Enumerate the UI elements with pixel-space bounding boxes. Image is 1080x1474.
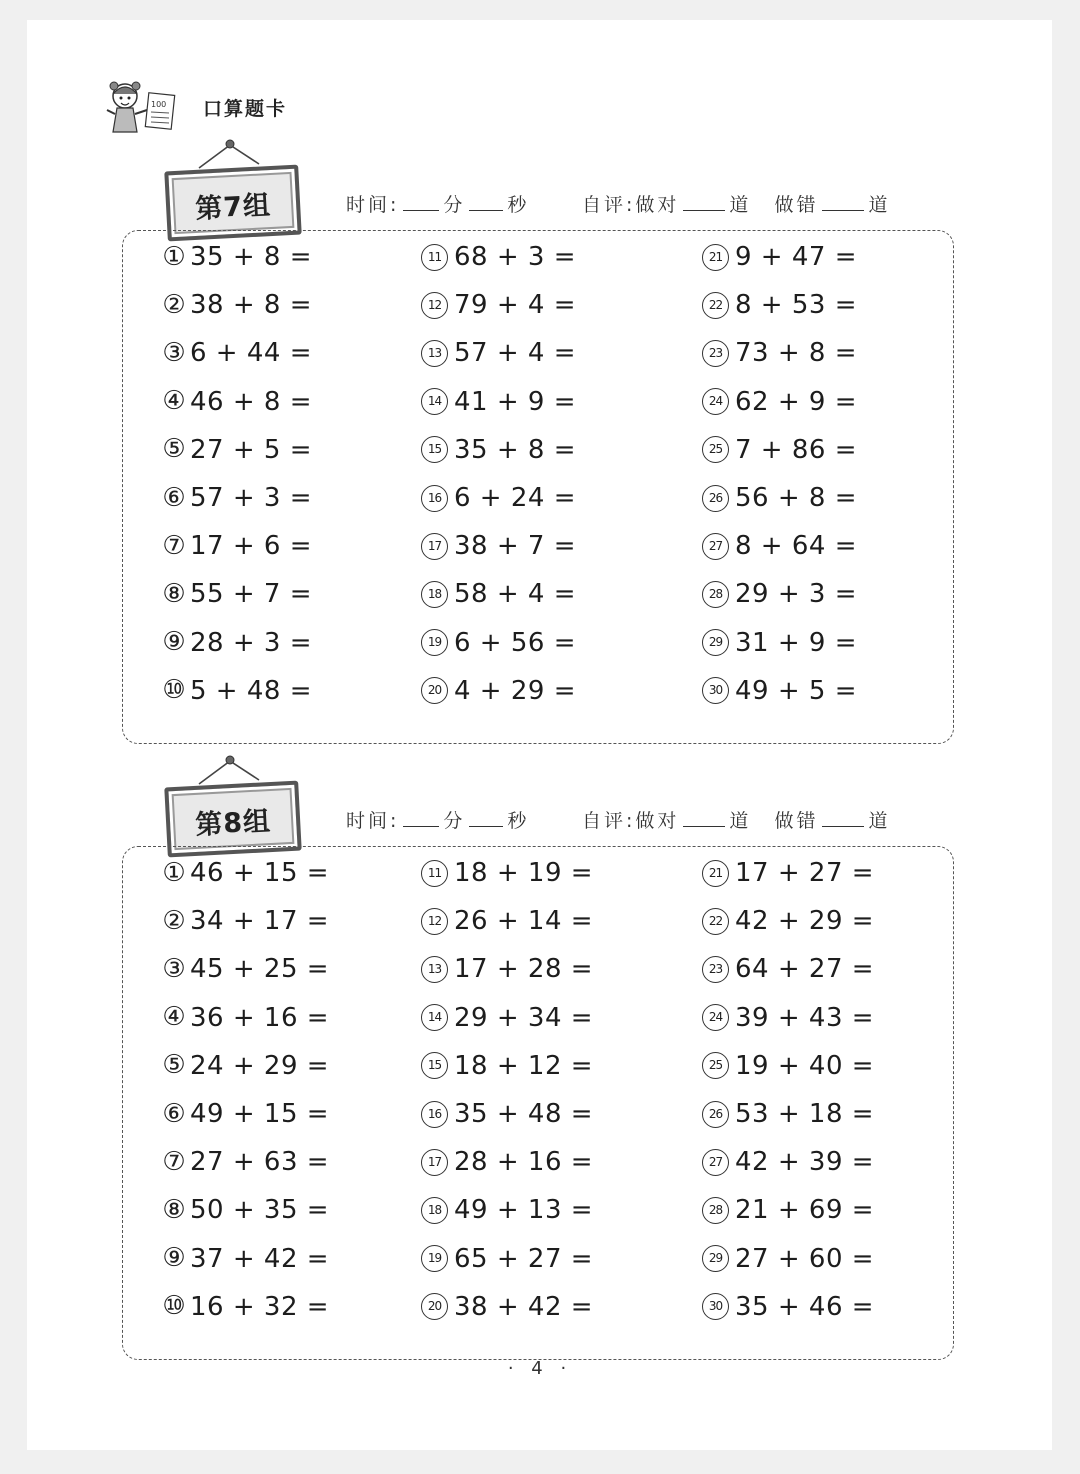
group-label: 第7组 — [194, 190, 272, 225]
problem-expression: 4 + 29 = — [454, 675, 576, 706]
problem-item — [702, 1292, 874, 1332]
problem-number: ④ — [162, 386, 186, 417]
problem-expression: 9 + 47 = — [735, 242, 857, 272]
sign-hanger-icon — [195, 754, 265, 786]
time-label: 时间: — [346, 194, 400, 216]
items-label: 道 — [729, 194, 752, 216]
problem-number: ⑧ — [162, 1194, 186, 1225]
problem-item — [421, 338, 576, 378]
problem-expression: 17 + 28 = — [454, 954, 594, 985]
problem-item — [702, 1099, 874, 1139]
problem-expression: 64 + 27 = — [735, 954, 875, 985]
problem-number: ⑨ — [162, 1243, 186, 1274]
problem-expression: 42 + 29 = — [735, 906, 875, 937]
problem-number: ⑩ — [162, 675, 186, 706]
problem-expression: 38 + 42 = — [454, 1291, 594, 1322]
problem-number: 14 — [421, 388, 448, 415]
problem-item — [421, 531, 576, 571]
problem-expression: 45 + 25 = — [190, 954, 330, 985]
problem-item — [702, 338, 857, 378]
problem-expression: 6 + 56 = — [454, 627, 576, 658]
problem-expression: 6 + 24 = — [454, 483, 576, 513]
problem-expression: 19 + 40 = — [735, 1050, 875, 1081]
problem-item — [702, 1244, 874, 1284]
problem-item — [160, 1099, 329, 1139]
time-label: 时间: — [346, 810, 400, 832]
self-eval-meta — [582, 806, 891, 833]
problem-item — [160, 1244, 329, 1284]
problem-expression: 8 + 53 = — [735, 290, 857, 321]
problem-number: 29 — [702, 629, 729, 656]
problem-item — [421, 387, 576, 427]
problem-item — [702, 1003, 874, 1043]
time-meta — [346, 190, 529, 217]
problem-expression: 62 + 9 = — [735, 386, 857, 417]
problem-number: 29 — [702, 1245, 729, 1272]
problem-item — [702, 1051, 874, 1091]
problem-number: 26 — [702, 485, 729, 512]
problem-number: 17 — [421, 1149, 448, 1176]
problem-number: 30 — [702, 1293, 729, 1320]
group-label: 第8组 — [194, 806, 272, 841]
correct-count-blank[interactable] — [683, 808, 725, 827]
problem-number: 15 — [421, 436, 448, 463]
problem-item — [160, 954, 329, 994]
problem-item — [702, 676, 857, 716]
problem-item — [421, 906, 593, 946]
problem-number: 15 — [421, 1052, 448, 1079]
problem-expression: 7 + 86 = — [735, 434, 857, 465]
self-eval-label: 自评:做对 — [582, 810, 680, 832]
problem-number: ⑩ — [162, 1291, 186, 1322]
problem-number: 25 — [702, 436, 729, 463]
problem-expression: 35 + 8 = — [190, 242, 312, 272]
mascot-paper-text: 100 — [151, 100, 167, 109]
problem-number: 27 — [702, 1149, 729, 1176]
problem-item — [702, 579, 857, 619]
problem-expression: 41 + 9 = — [454, 386, 576, 417]
problem-number: ⑥ — [162, 482, 186, 513]
problem-number: ② — [162, 289, 186, 320]
problem-number: ③ — [162, 953, 186, 984]
problem-number: ① — [162, 241, 186, 272]
problem-expression: 18 + 12 = — [454, 1050, 594, 1081]
problem-number: 11 — [421, 860, 448, 887]
problem-expression: 38 + 8 = — [190, 290, 312, 321]
girl-holding-paper-icon — [105, 80, 177, 140]
problem-expression: 27 + 60 = — [735, 1243, 875, 1274]
problem-item — [702, 290, 857, 330]
problem-item — [421, 676, 576, 716]
problem-expression: 46 + 8 = — [190, 386, 312, 417]
problem-number: 19 — [421, 1245, 448, 1272]
problem-number: 25 — [702, 1052, 729, 1079]
problem-expression: 49 + 13 = — [454, 1195, 594, 1226]
problem-item — [421, 435, 576, 475]
items2-label: 道 — [868, 810, 891, 832]
problem-number: 20 — [421, 677, 448, 704]
problem-expression: 35 + 46 = — [735, 1291, 875, 1322]
problem-expression: 26 + 14 = — [454, 906, 594, 937]
problem-item — [160, 1051, 329, 1091]
problem-item — [421, 1003, 593, 1043]
problem-expression: 58 + 4 = — [454, 579, 576, 610]
problem-expression: 57 + 3 = — [190, 483, 312, 513]
problem-number: 19 — [421, 629, 448, 656]
problem-expression: 39 + 43 = — [735, 1002, 875, 1033]
problem-number: 12 — [421, 292, 448, 319]
problem-item — [421, 628, 576, 668]
problem-number: 26 — [702, 1101, 729, 1128]
problem-number: 30 — [702, 677, 729, 704]
problem-number: 18 — [421, 581, 448, 608]
problem-expression: 49 + 15 = — [190, 1099, 330, 1129]
problem-expression: 73 + 8 = — [735, 338, 857, 369]
problem-number: 27 — [702, 533, 729, 560]
minutes-label: 分 — [443, 194, 466, 216]
problem-expression: 24 + 29 = — [190, 1050, 330, 1081]
problem-item — [702, 628, 857, 668]
problem-item — [421, 1051, 593, 1091]
problem-number: ③ — [162, 337, 186, 368]
problem-expression: 18 + 19 = — [454, 858, 594, 888]
problem-item — [160, 1292, 329, 1332]
problem-number: 13 — [421, 340, 448, 367]
problem-number: 16 — [421, 1101, 448, 1128]
problem-expression: 50 + 35 = — [190, 1195, 330, 1226]
problem-item — [421, 579, 576, 619]
problem-item — [702, 906, 874, 946]
page-title: 口算题卡 — [203, 98, 288, 120]
problem-item — [160, 1003, 329, 1043]
wrong-count-blank[interactable] — [822, 192, 864, 211]
page-number: · 4 · — [507, 1358, 573, 1379]
problem-number: 12 — [421, 908, 448, 935]
problem-item — [160, 338, 312, 378]
problem-expression: 38 + 7 = — [454, 531, 576, 562]
problem-expression: 65 + 27 = — [454, 1243, 594, 1274]
problem-item — [160, 531, 312, 571]
problem-expression: 35 + 48 = — [454, 1099, 594, 1129]
problem-item — [702, 242, 857, 282]
problem-number: ⑥ — [162, 1098, 186, 1129]
problem-number: ⑤ — [162, 434, 186, 465]
problem-expression: 17 + 27 = — [735, 858, 875, 888]
problem-item — [160, 858, 329, 898]
minutes-label: 分 — [443, 810, 466, 832]
problem-number: 14 — [421, 1004, 448, 1031]
problem-expression: 42 + 39 = — [735, 1147, 875, 1178]
problem-item — [421, 290, 576, 330]
problem-item — [160, 1147, 329, 1187]
problem-item — [160, 906, 329, 946]
problem-item — [160, 579, 312, 619]
problem-expression: 8 + 64 = — [735, 531, 857, 562]
problem-expression: 79 + 4 = — [454, 290, 576, 321]
problem-expression: 49 + 5 = — [735, 675, 857, 706]
problem-expression: 27 + 5 = — [190, 434, 312, 465]
problem-expression: 34 + 17 = — [190, 906, 330, 937]
problem-item — [160, 1195, 329, 1235]
problem-item — [702, 387, 857, 427]
problem-number: 11 — [421, 244, 448, 271]
problem-number: 16 — [421, 485, 448, 512]
problem-number: ④ — [162, 1002, 186, 1033]
problem-number: ⑨ — [162, 627, 186, 658]
problem-item — [702, 483, 857, 523]
problem-item — [160, 387, 312, 427]
problem-expression: 29 + 34 = — [454, 1002, 594, 1033]
problem-expression: 31 + 9 = — [735, 627, 857, 658]
problem-expression: 56 + 8 = — [735, 483, 857, 513]
problem-item — [160, 676, 312, 716]
problem-item — [421, 1147, 593, 1187]
minutes-blank[interactable] — [403, 808, 439, 827]
problem-item — [160, 242, 312, 282]
problem-item — [421, 954, 593, 994]
problem-expression: 17 + 6 = — [190, 531, 312, 562]
problem-expression: 21 + 69 = — [735, 1195, 875, 1226]
problem-expression: 29 + 3 = — [735, 579, 857, 610]
problem-expression: 6 + 44 = — [190, 338, 312, 369]
problem-item — [421, 1195, 593, 1235]
problem-item — [702, 531, 857, 571]
problem-number: 18 — [421, 1197, 448, 1224]
seconds-blank[interactable] — [469, 808, 503, 827]
problem-number: 23 — [702, 340, 729, 367]
problem-item — [421, 483, 576, 523]
problem-number: 21 — [702, 860, 729, 887]
problem-number: 28 — [702, 581, 729, 608]
self-eval-meta — [582, 190, 891, 217]
problem-item — [702, 1195, 874, 1235]
wrong-count-blank[interactable] — [822, 808, 864, 827]
problem-number: ⑧ — [162, 578, 186, 609]
problem-item — [421, 1292, 593, 1332]
correct-count-blank[interactable] — [683, 192, 725, 211]
problem-item — [702, 435, 857, 475]
problem-item — [421, 1099, 593, 1139]
problem-expression: 5 + 48 = — [190, 675, 312, 706]
problem-expression: 28 + 3 = — [190, 627, 312, 658]
problem-item — [421, 858, 593, 898]
time-meta — [346, 806, 529, 833]
problem-item — [160, 435, 312, 475]
problem-item — [421, 1244, 593, 1284]
problem-number: 22 — [702, 908, 729, 935]
problem-expression: 53 + 18 = — [735, 1099, 875, 1129]
wrong-label: 做错 — [774, 810, 819, 832]
wrong-label: 做错 — [774, 194, 819, 216]
problem-expression: 68 + 3 = — [454, 242, 576, 272]
problem-item — [160, 483, 312, 523]
problem-number: 13 — [421, 956, 448, 983]
problem-number: 28 — [702, 1197, 729, 1224]
problem-number: ② — [162, 905, 186, 936]
problem-number: 20 — [421, 1293, 448, 1320]
problem-expression: 37 + 42 = — [190, 1243, 330, 1274]
minutes-blank[interactable] — [403, 192, 439, 211]
sign-hanger-icon — [195, 138, 265, 170]
problem-expression: 55 + 7 = — [190, 579, 312, 610]
problem-number: 17 — [421, 533, 448, 560]
problem-expression: 27 + 63 = — [190, 1147, 330, 1178]
problem-expression: 36 + 16 = — [190, 1002, 330, 1033]
problem-number: 24 — [702, 388, 729, 415]
problem-expression: 35 + 8 = — [454, 434, 576, 465]
problem-number: ⑦ — [162, 1146, 186, 1177]
problem-item — [160, 628, 312, 668]
problem-number: 24 — [702, 1004, 729, 1031]
problem-number: ⑤ — [162, 1050, 186, 1081]
problem-item — [702, 858, 874, 898]
problem-expression: 28 + 16 = — [454, 1147, 594, 1178]
problem-number: 21 — [702, 244, 729, 271]
problem-expression: 57 + 4 = — [454, 338, 576, 369]
items-label: 道 — [729, 810, 752, 832]
problem-expression: 16 + 32 = — [190, 1291, 330, 1322]
problem-number: 23 — [702, 956, 729, 983]
problem-item — [421, 242, 576, 282]
problem-item — [702, 954, 874, 994]
seconds-blank[interactable] — [469, 192, 503, 211]
problem-item — [702, 1147, 874, 1187]
problem-item — [160, 290, 312, 330]
page-header — [105, 80, 405, 140]
problem-number: 22 — [702, 292, 729, 319]
seconds-label: 秒 — [507, 810, 530, 832]
self-eval-label: 自评:做对 — [582, 194, 680, 216]
problem-number: ⑦ — [162, 530, 186, 561]
items2-label: 道 — [868, 194, 891, 216]
problem-number: ① — [162, 857, 186, 888]
seconds-label: 秒 — [507, 194, 530, 216]
problem-expression: 46 + 15 = — [190, 858, 330, 888]
